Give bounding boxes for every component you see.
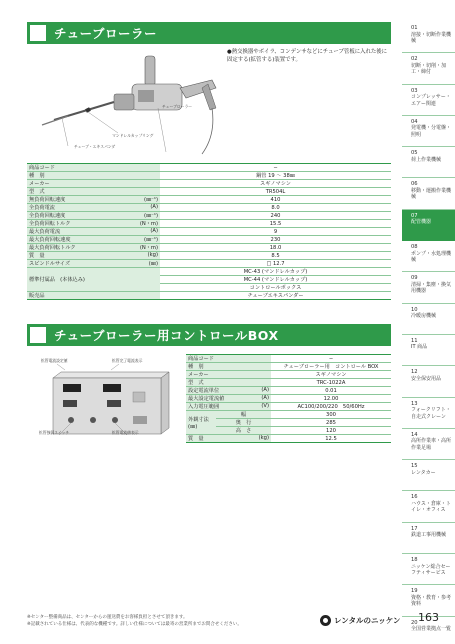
sidebar-item[interactable] — [402, 460, 455, 491]
sidebar-item-number: 15 — [411, 463, 418, 470]
spec-label: 質 量 — [29, 253, 45, 259]
sidebar-item[interactable] — [402, 116, 455, 147]
sidebar-item-label: 鉄道工事用機械 — [411, 532, 447, 539]
spec-label-cell — [27, 188, 160, 196]
sidebar-item-number: 02 — [411, 56, 418, 63]
section-header-tube-roller — [27, 22, 391, 44]
sidebar-item-number: 05 — [411, 150, 418, 157]
spec-label: 設定電流単位 — [188, 388, 220, 394]
spec-label: 商品コード — [29, 165, 55, 171]
sidebar-item-label: フォークリフト・自走式クレーン — [411, 407, 451, 420]
sidebar-item[interactable] — [402, 53, 455, 84]
spec-label-cell — [186, 387, 271, 395]
spec-value: AC100/200/220 50/60Hz — [271, 403, 391, 411]
header-square — [30, 327, 46, 343]
spec-label: 商品コード — [188, 356, 214, 362]
dimension-value: 120 — [271, 427, 391, 435]
spec-label: 型 式 — [188, 380, 204, 386]
spec-row — [186, 371, 391, 379]
sidebar-item[interactable] — [402, 304, 455, 335]
footnote-2: ※記載されている仕様は、代表的な機種です。詳しい仕様については最寄の営業所までお問合せください。 — [27, 622, 242, 627]
sidebar-item[interactable] — [402, 335, 455, 366]
spec-value: 8.5 — [160, 252, 391, 260]
spec-value: スギノマシン — [271, 371, 391, 379]
sidebar-item-number: 20 — [411, 619, 418, 626]
spec-row — [27, 228, 391, 236]
sidebar-item[interactable] — [402, 272, 455, 303]
spec-row-dimension — [186, 427, 391, 435]
spec-label-cell — [27, 164, 160, 172]
sidebar-item-number: 03 — [411, 87, 418, 94]
control-box-spec-table — [186, 354, 391, 443]
spec-unit: (A) — [150, 228, 158, 234]
sidebar-item-label: 発電機・分電盤・照明 — [411, 125, 452, 138]
spec-label: 最大負荷電流 — [29, 229, 61, 235]
accessory-item: MC-43 (マンドレルカップ) — [160, 268, 391, 276]
spec-label-cell — [27, 260, 160, 268]
sidebar-item-number: 16 — [411, 494, 418, 501]
callout-mandrel-coupling: マンドレルカップリング — [112, 133, 154, 138]
sidebar-item-label: 全国営業拠点一覧 — [411, 626, 452, 633]
spec-value: 410 — [160, 196, 391, 204]
callout-current-display: 拡管電流値表示 — [112, 430, 139, 435]
header-square — [30, 25, 46, 41]
sidebar-item-label: 高所作業車・高所作業足場 — [411, 438, 452, 451]
spec-row-dimension — [186, 419, 391, 427]
spec-value: チューブローラー用 コントロール BOX — [271, 363, 391, 371]
spec-value: 15.5 — [160, 220, 391, 228]
spec-row — [186, 403, 391, 411]
spec-label: 全負荷電流 — [29, 205, 55, 211]
sidebar-item-label: 清掃・集塵・換気用機器 — [411, 281, 452, 295]
accessory-item: MC-44 (マンドレルカップ) — [160, 276, 391, 284]
sidebar-item[interactable] — [402, 554, 455, 585]
spec-value: スギノマシン — [160, 180, 391, 188]
sidebar-item-number: 10 — [411, 306, 418, 313]
spec-unit: (kg) — [258, 435, 269, 441]
sidebar-item-label: 溶接・切断作業機械 — [411, 31, 452, 44]
sidebar-item-label: 冷暖房機械 — [411, 313, 437, 320]
nikken-logo — [320, 614, 400, 626]
callout-tube-roller: チューブローラー — [162, 104, 193, 109]
spec-unit: (㎜⁻¹) — [143, 197, 158, 203]
spec-label: 種 別 — [188, 364, 204, 370]
sidebar-item-label: 資格・教育・参考資料 — [411, 594, 452, 608]
sidebar-item[interactable] — [402, 398, 455, 429]
sidebar-item[interactable] — [402, 210, 455, 241]
sidebar-item-number: 04 — [411, 118, 418, 125]
spec-value: 8.0 — [160, 204, 391, 212]
spec-label-cell — [27, 252, 160, 260]
spec-label: 最大負荷回転速度 — [29, 237, 71, 243]
spec-value: 12.5 — [271, 435, 391, 443]
brand-name: レンタルのニッケン — [334, 615, 401, 625]
sidebar-item-label: 移動・運搬作業機械 — [411, 187, 452, 201]
dimension-value: 285 — [271, 419, 391, 427]
sidebar-item-label: 切断・切削・加工・締付 — [411, 62, 447, 76]
spec-label: 最大設定電流値 — [188, 396, 225, 402]
footnote-1: ※センター整備商品は、センターからの運送費をお客様負担とさせて頂きます。 — [27, 615, 188, 620]
sidebar-item-number: 12 — [411, 369, 418, 376]
dimensions-label: 外観寸法(㎜) — [186, 411, 216, 435]
spec-label-cell — [27, 172, 160, 180]
spec-label-cell — [27, 212, 160, 220]
spec-label-cell — [27, 236, 160, 244]
accessory-item: コントロールボックス — [160, 284, 391, 292]
spec-row — [27, 188, 391, 196]
dimension-label: 高 さ — [216, 427, 271, 435]
spec-unit: (㎜⁻¹) — [143, 213, 158, 219]
product-description: ●熱交換器やボイラ、コンデンサなどにチューブ管板に入れた後に固定する(拡管する)装置です。 — [227, 49, 388, 63]
spec-row — [27, 212, 391, 220]
dimension-label: 幅 — [216, 411, 271, 419]
sidebar-item[interactable] — [402, 22, 455, 53]
sidebar-item-label: IT 商品 — [411, 344, 428, 351]
spec-row — [186, 395, 391, 403]
spec-unit: (A) — [150, 204, 158, 210]
spec-label-cell — [27, 204, 160, 212]
spec-unit: (V) — [261, 403, 269, 409]
spec-label: 最大負荷回転トルク — [29, 245, 76, 251]
spec-value: □ 12.7 — [160, 260, 391, 268]
sidebar-item-label: ハウス・倉庫・トイレ・オフィス — [411, 500, 451, 514]
spec-value: TR504L — [160, 188, 391, 196]
spec-row — [27, 196, 391, 204]
spec-label-cell — [186, 371, 271, 379]
spec-row — [27, 252, 391, 260]
spec-row — [186, 363, 391, 371]
spec-row-sales — [27, 292, 391, 300]
spec-value: 230 — [160, 236, 391, 244]
sidebar-item-number: 08 — [411, 244, 418, 251]
sidebar-item-number: 14 — [411, 431, 418, 438]
control-box-illustration — [33, 360, 183, 450]
spec-label-cell — [27, 196, 160, 204]
sidebar-item-label: 配管機器 — [411, 219, 432, 226]
section-header-control-box — [27, 324, 391, 346]
section-title: チューブローラー用コントロールBOX — [54, 328, 279, 343]
category-sidebar — [402, 22, 455, 644]
sales-value: チューブエキスパンダー — [160, 292, 391, 300]
spec-label-cell — [27, 244, 160, 252]
spec-value: TRC-1022A — [271, 379, 391, 387]
sidebar-item-number: 13 — [411, 400, 418, 407]
spec-row — [27, 236, 391, 244]
spec-label: メーカー — [29, 181, 50, 187]
spec-label-cell — [186, 363, 271, 371]
spec-label-cell — [186, 403, 271, 411]
sidebar-item-label: 安全保安用品 — [411, 375, 442, 382]
spec-label: 全負荷回転速度 — [29, 213, 66, 219]
spec-unit: (A) — [261, 387, 269, 393]
spec-value: 240 — [160, 212, 391, 220]
spec-row — [27, 204, 391, 212]
spec-label-cell — [27, 228, 160, 236]
spec-label-cell — [186, 379, 271, 387]
spec-label: 型 式 — [29, 189, 45, 195]
spec-row — [27, 164, 391, 172]
callout-strength-switch: 拡管強弱スイッチ — [39, 430, 70, 435]
spec-unit: (kg) — [147, 252, 158, 258]
spec-unit: (N・m) — [139, 245, 158, 251]
spec-label-cell — [186, 395, 271, 403]
spec-value: − — [271, 355, 391, 363]
spec-row — [27, 260, 391, 268]
spec-label: メーカー — [188, 372, 209, 378]
spec-unit: (㎜) — [148, 261, 158, 267]
spec-label: 入力電圧範囲 — [188, 404, 220, 410]
callout-completion-current: 拡管完了電流表示 — [112, 358, 143, 363]
sidebar-item-label: レンタカー — [411, 469, 436, 476]
spec-value: 鋼管 19 ～ 38㎜ — [160, 172, 391, 180]
spec-value: 0.01 — [271, 387, 391, 395]
sidebar-item-number: 01 — [411, 25, 418, 31]
sidebar-item[interactable] — [402, 241, 455, 272]
spec-unit: (N・m) — [139, 221, 158, 227]
spec-value: 12.00 — [271, 395, 391, 403]
spec-label-cell — [27, 220, 160, 228]
spec-value: 18.0 — [160, 244, 391, 252]
sales-label: 販売品 — [27, 292, 160, 300]
spec-value: − — [160, 164, 391, 172]
dimension-label: 奥 行 — [216, 419, 271, 427]
callout-tube-expander: チューブ・エキスパンダ — [74, 144, 116, 149]
sidebar-item[interactable] — [402, 523, 455, 554]
spec-label-cell — [27, 180, 160, 188]
spec-unit: (A) — [261, 395, 269, 401]
spec-label-cell — [186, 355, 271, 363]
nikken-logo-icon — [320, 615, 331, 626]
sidebar-item[interactable] — [402, 366, 455, 397]
sidebar-item-number: 18 — [411, 557, 418, 564]
spec-unit: (㎜⁻¹) — [143, 237, 158, 243]
sidebar-item[interactable] — [402, 147, 455, 178]
spec-row — [27, 220, 391, 228]
sidebar-item-number: 09 — [411, 275, 418, 282]
sidebar-item[interactable] — [402, 491, 455, 522]
sidebar-item-number: 07 — [411, 212, 418, 219]
sidebar-item-label: ニッケン総合セーフティサービス — [411, 563, 451, 577]
sidebar-item[interactable] — [402, 178, 455, 209]
sidebar-item-label: ポンプ・水処理機械 — [411, 250, 452, 264]
spec-row-accessory — [27, 268, 391, 276]
spec-row — [27, 244, 391, 252]
spec-row — [186, 355, 391, 363]
spec-row — [186, 379, 391, 387]
spec-label: 質 量 — [188, 436, 204, 442]
callout-set-current: 拡管電流設定値 — [41, 358, 68, 363]
spec-row — [186, 387, 391, 395]
tube-roller-spec-table — [27, 163, 391, 300]
page-number: 163 — [418, 611, 439, 624]
sidebar-item-number: 17 — [411, 525, 418, 532]
sidebar-item-label: 荷上作業機械 — [411, 156, 442, 163]
spec-label: 無負荷回転速度 — [29, 197, 66, 203]
accessories-label: 標準付属品 (本体込み) — [27, 268, 160, 292]
sidebar-item[interactable] — [402, 85, 455, 116]
spec-row-dimension — [186, 411, 391, 419]
sidebar-item-number: 06 — [411, 181, 418, 188]
spec-label: 全負荷回転トルク — [29, 221, 71, 227]
sidebar-item-label: コンプレッサー・エアー関連 — [411, 94, 451, 107]
sidebar-item-number: 19 — [411, 588, 418, 595]
spec-value: 9 — [160, 228, 391, 236]
dimension-value: 300 — [271, 411, 391, 419]
section-title: チューブローラー — [54, 26, 158, 41]
spec-label: スピンドルサイズ — [29, 261, 71, 267]
spec-row — [27, 180, 391, 188]
spec-label: 種 別 — [29, 173, 45, 179]
tube-roller-illustration — [40, 50, 220, 160]
sidebar-item-number: 11 — [411, 337, 418, 344]
sidebar-item[interactable] — [402, 429, 455, 460]
spec-row — [27, 172, 391, 180]
spec-row-mass — [186, 435, 391, 443]
spec-label-cell — [186, 435, 271, 443]
